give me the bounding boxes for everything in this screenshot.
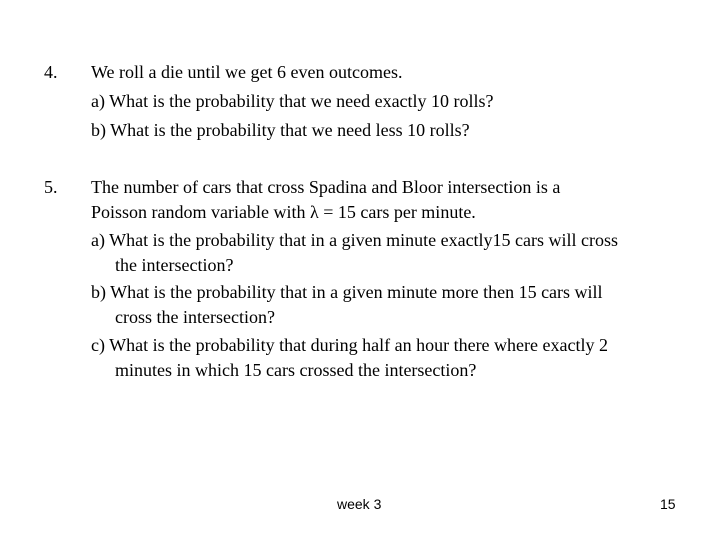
question-part-b: b) What is the probability that in a given minute more then 15 cars will bbox=[91, 282, 603, 302]
question-number: 4. bbox=[44, 62, 58, 82]
footer-week-label: week 3 bbox=[337, 496, 382, 512]
question-part-c: c) What is the probability that during half an hour there where exactly 2 bbox=[91, 335, 608, 355]
question-part-a: a) What is the probability that we need exactly 10 rolls? bbox=[91, 91, 494, 111]
question-part-b-cont: cross the intersection? bbox=[115, 307, 275, 327]
question-text: The number of cars that cross Spadina and Bloor intersection is a bbox=[91, 177, 561, 197]
question-part-c-cont: minutes in which 15 cars crossed the intersection? bbox=[115, 360, 477, 380]
page-number: 15 bbox=[660, 496, 676, 512]
question-text: We roll a die until we get 6 even outcomes. bbox=[91, 62, 403, 82]
question-text: Poisson random variable with λ = 15 cars per minute. bbox=[91, 202, 476, 222]
question-number: 5. bbox=[44, 177, 58, 197]
question-part-b: b) What is the probability that we need less 10 rolls? bbox=[91, 120, 470, 140]
question-part-a-cont: the intersection? bbox=[115, 255, 234, 275]
question-part-a: a) What is the probability that in a given minute exactly15 cars will cross bbox=[91, 230, 619, 250]
